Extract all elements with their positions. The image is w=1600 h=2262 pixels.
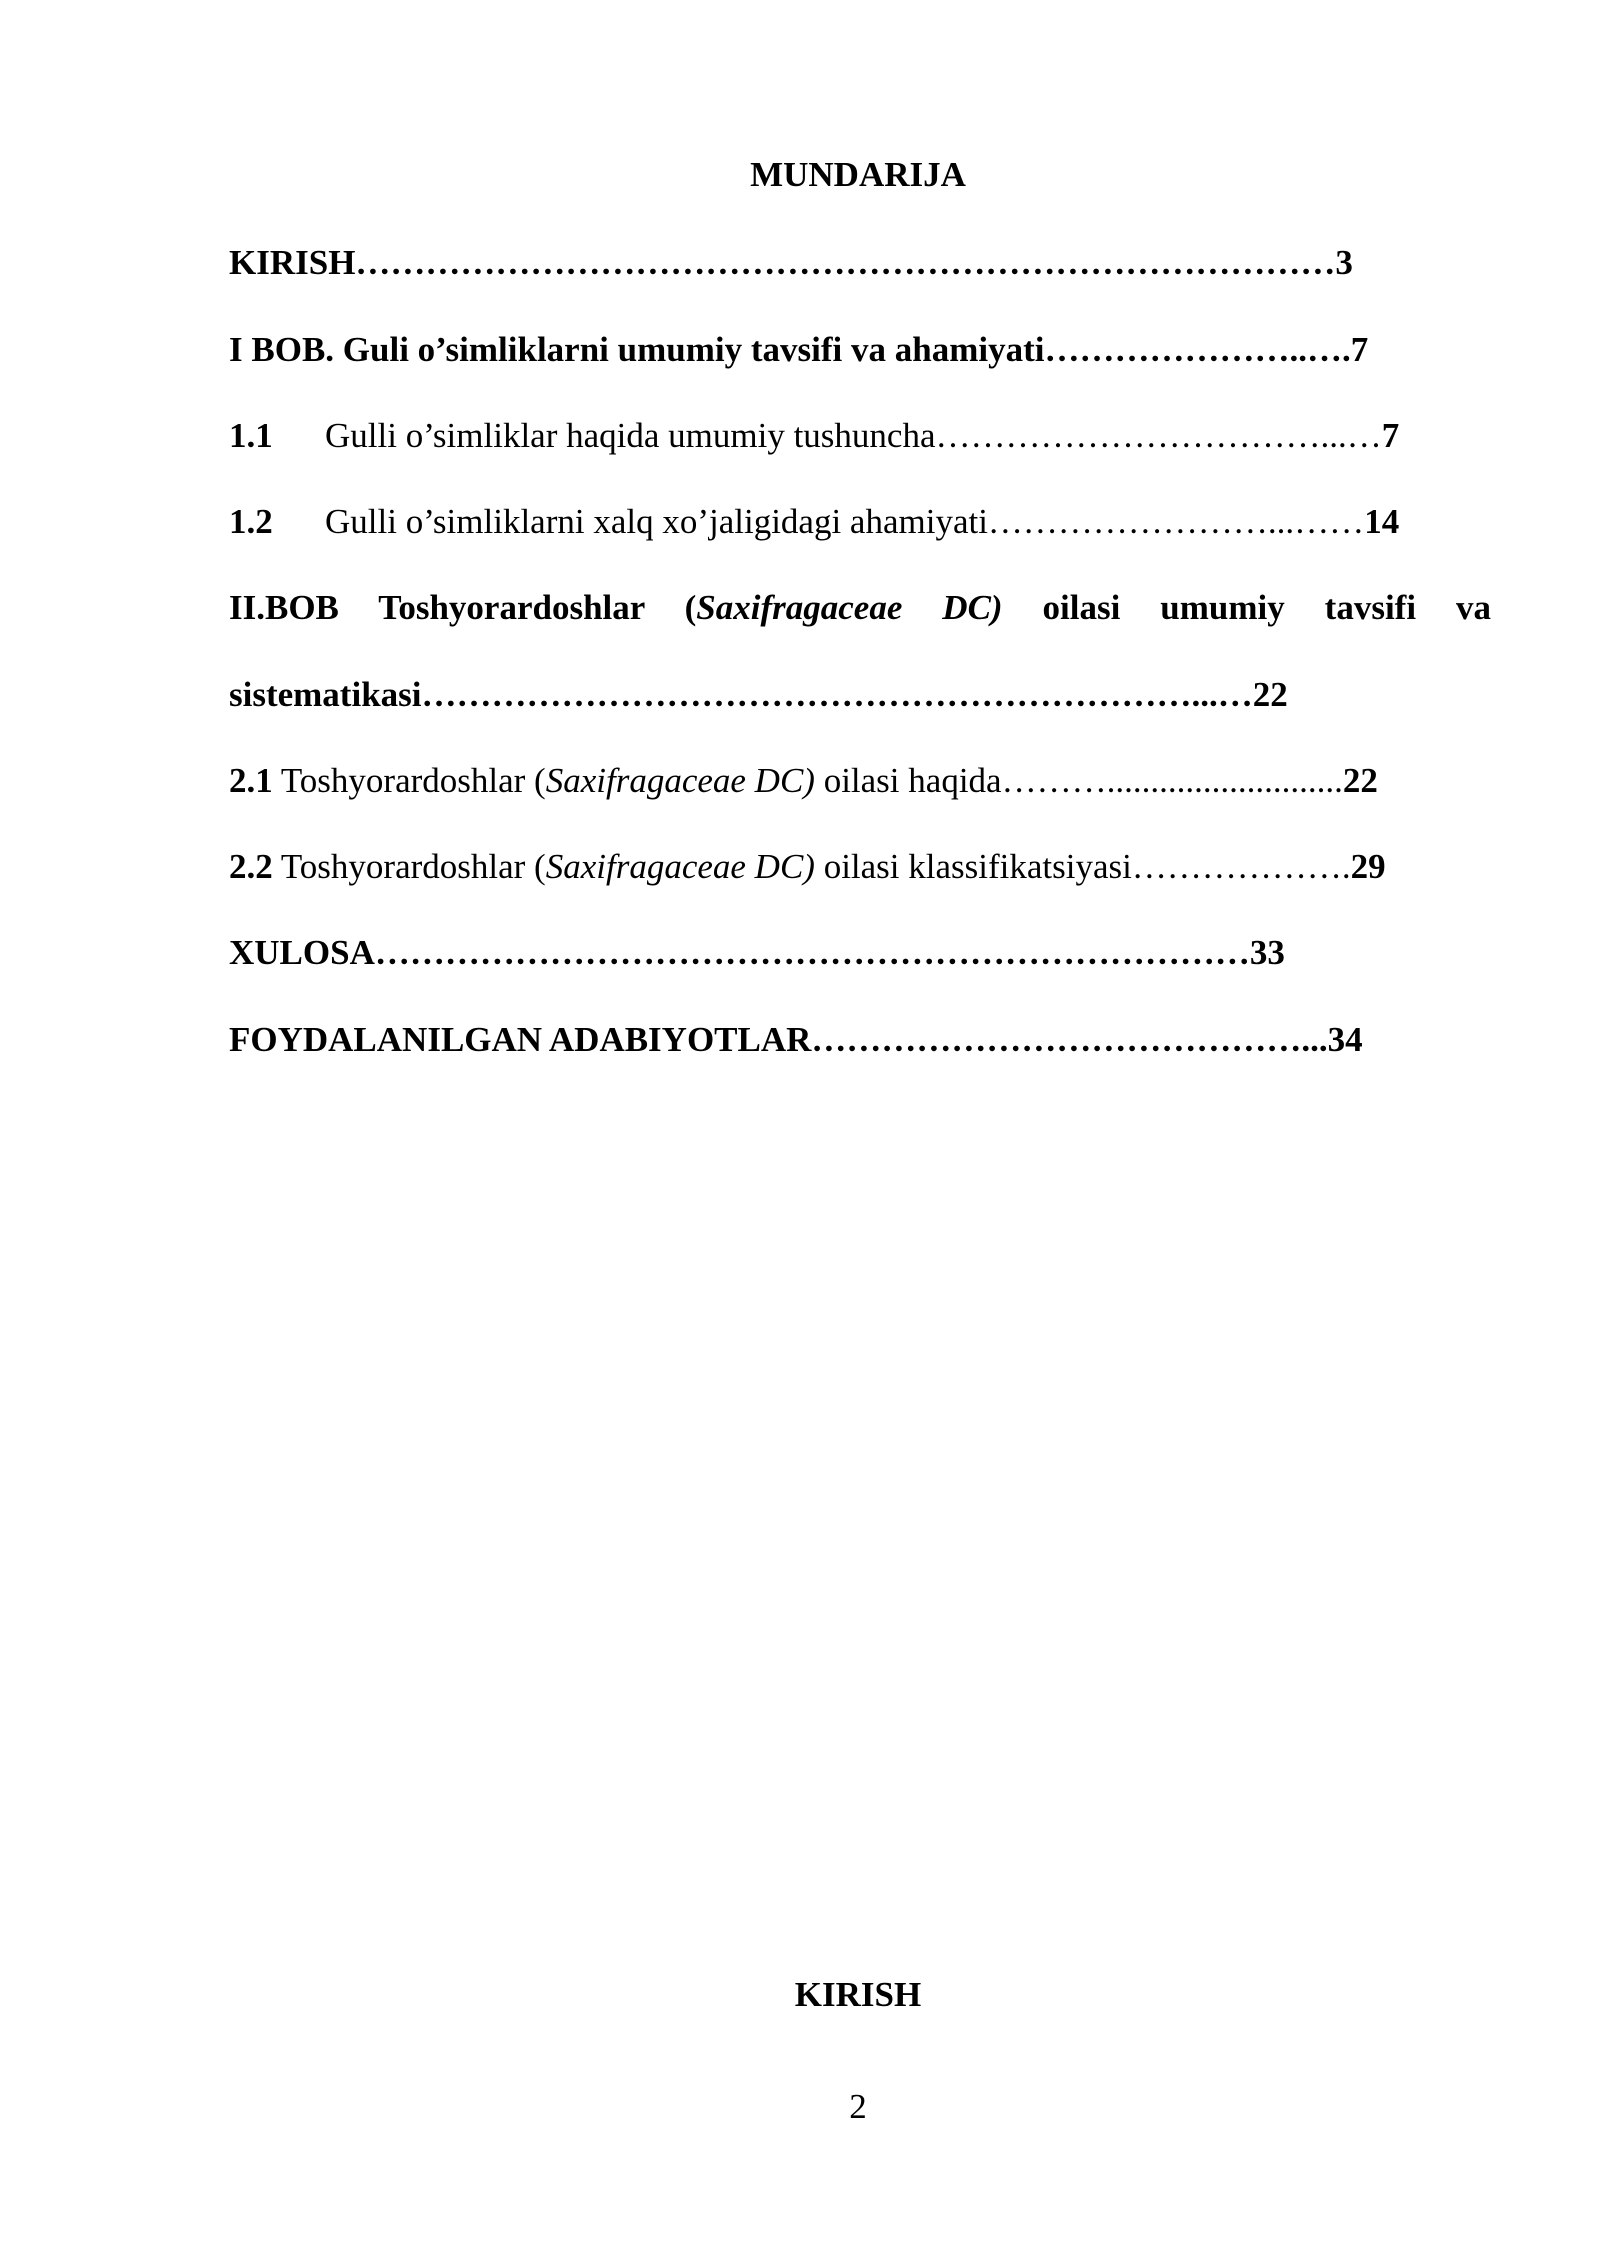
toc-entry-bob1: I BOB. Guli o’simliklarni umumiy tavsifi va ahamiyati…………………..….7 [229,330,1369,369]
toc-entry-1-2 [229,502,1399,542]
page-number: 2 [849,2087,867,2126]
toc-entry-2-2 [229,847,1386,887]
next-section-heading: KIRISH [794,1975,922,2014]
section-latin-name: Saxifragaceae DC) [545,761,815,800]
section-number: 1.1 [229,416,273,455]
section-number: 1.2 [229,502,273,541]
section-title: Gulli o’simliklar haqida umumiy tushuncha……………………………...… [325,416,1382,455]
section-page: 22 [1342,761,1378,800]
toc-entry-kirish: KIRISH…………………………………………………………………………3 [229,243,1353,282]
section-title-before: Toshyorardoshlar ( [272,847,546,886]
section-number: 2.2 [229,847,273,886]
bob2-text-before: II.BOB Toshyorardoshlar ( [229,588,697,627]
section-latin-name: Saxifragaceae DC) [545,847,815,886]
section-title: Gulli o’simliklarni xalq xo’jaligidagi ahamiyati……………………...…… [325,502,1365,541]
toc-entry-xulosa: XULOSA…………………………………………………………………33 [229,933,1285,972]
section-page: 14 [1364,502,1400,541]
toc-entry-2-1 [229,761,1378,801]
toc-entry-adabiyotlar: FOYDALANILGAN ADABIYOTLAR……………………………………...34 [229,1020,1363,1059]
section-number: 2.1 [229,761,273,800]
section-page: 29 [1350,847,1386,886]
section-title-after: oilasi haqida………........................... [814,761,1343,800]
section-title-after: oilasi klassifikatsiyasi………………. [814,847,1351,886]
toc-entry-bob2-line2: sistematikasi…………………………………………………………...…22 [229,675,1288,714]
bob2-text-after: oilasi umumiy tavsifi va [1002,588,1491,627]
toc-entry-bob2-line1 [229,588,1491,628]
toc-entry-1-1 [229,416,1399,456]
section-page: 7 [1381,416,1400,455]
toc-title: MUNDARIJA [750,155,966,194]
bob2-latin-name: Saxifragaceae DC) [696,588,1003,627]
section-title-before: Toshyorardoshlar ( [272,761,546,800]
